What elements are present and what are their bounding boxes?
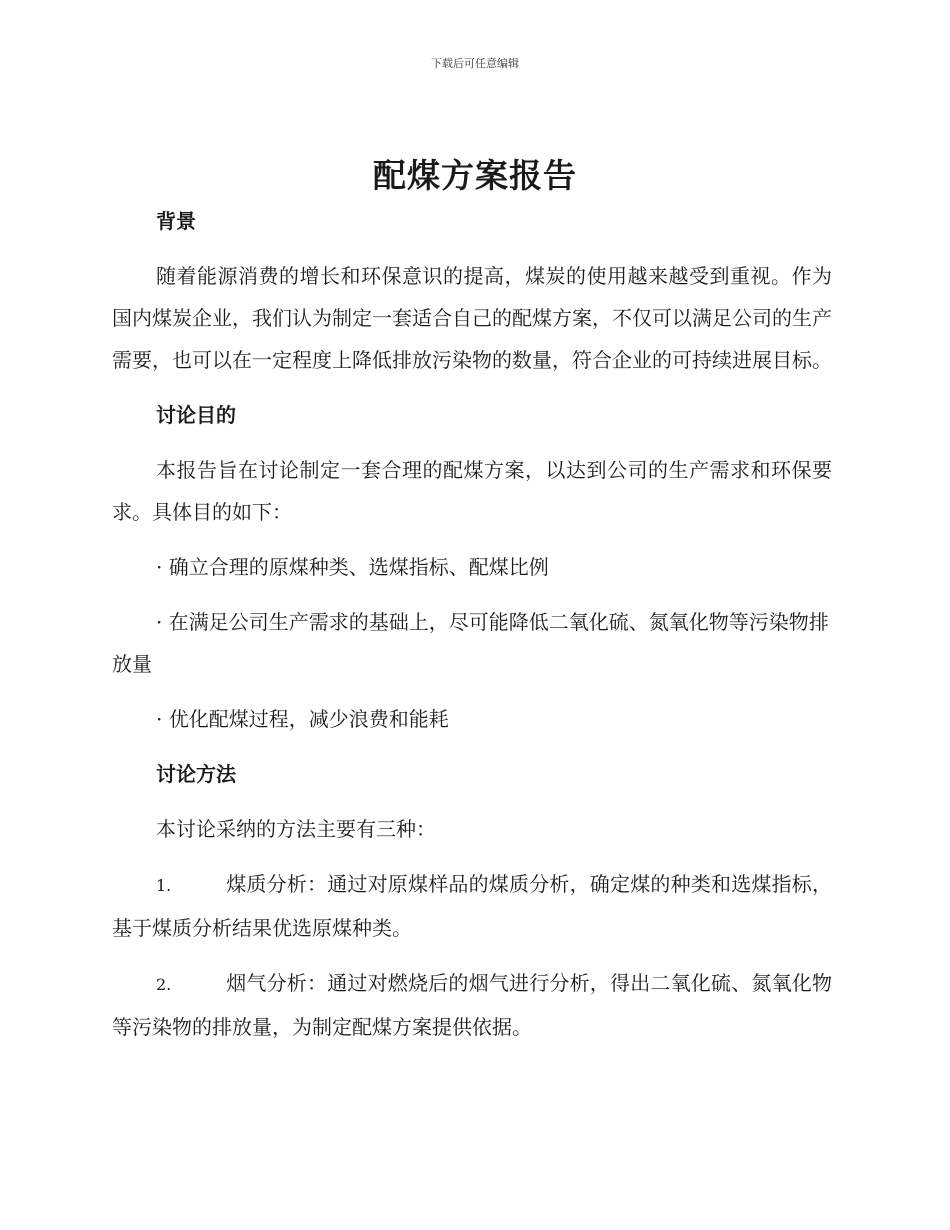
section-heading-purpose: 讨论目的 <box>156 403 236 427</box>
method-item-1-text: 煤质分析：通过对原煤样品的煤质分析，确定煤的种类和选煤指标，基于煤质分析结果优选原煤种类。 <box>112 872 832 940</box>
method-paragraph: 本讨论采纳的方法主要有三种： <box>156 817 436 841</box>
section-heading-method: 讨论方法 <box>156 762 236 786</box>
method-item-2-number: 2. <box>156 975 172 994</box>
document-body <box>112 200 832 1048</box>
method-item-1-number: 1. <box>156 876 172 895</box>
header-note: 下载后可任意编辑 <box>431 57 519 70</box>
method-item-2 <box>112 962 832 1048</box>
purpose-bullet-1: · 确立合理的原煤种类、选煤指标、配煤比例 <box>156 555 549 579</box>
purpose-bullet-3: · 优化配煤过程，减少浪费和能耗 <box>156 707 449 731</box>
method-item-1 <box>112 863 832 949</box>
page-title: 配煤方案报告 <box>373 156 577 195</box>
section-heading-background: 背景 <box>156 209 196 233</box>
purpose-bullet-2: · 在满足公司生产需求的基础上，尽可能降低二氧化硫、氮氧化物等污染物排放量 <box>112 610 829 676</box>
method-item-2-text: 烟气分析：通过对燃烧后的烟气进行分析，得出二氧化硫、氮氧化物等污染物的排放量，为制定配煤方案提供依据。 <box>112 971 832 1039</box>
purpose-paragraph: 本报告旨在讨论制定一套合理的配煤方案，以达到公司的生产需求和环保要求。具体目的如下： <box>112 458 832 524</box>
background-paragraph: 随着能源消费的增长和环保意识的提高，煤炭的使用越来越受到重视。作为国内煤炭企业，我们认为制定一套适合自己的配煤方案，不仅可以满足公司的生产需要，也可以在一定程度上降低排放污染物的数量，符合企业的可持续进展目标。 <box>112 264 832 372</box>
